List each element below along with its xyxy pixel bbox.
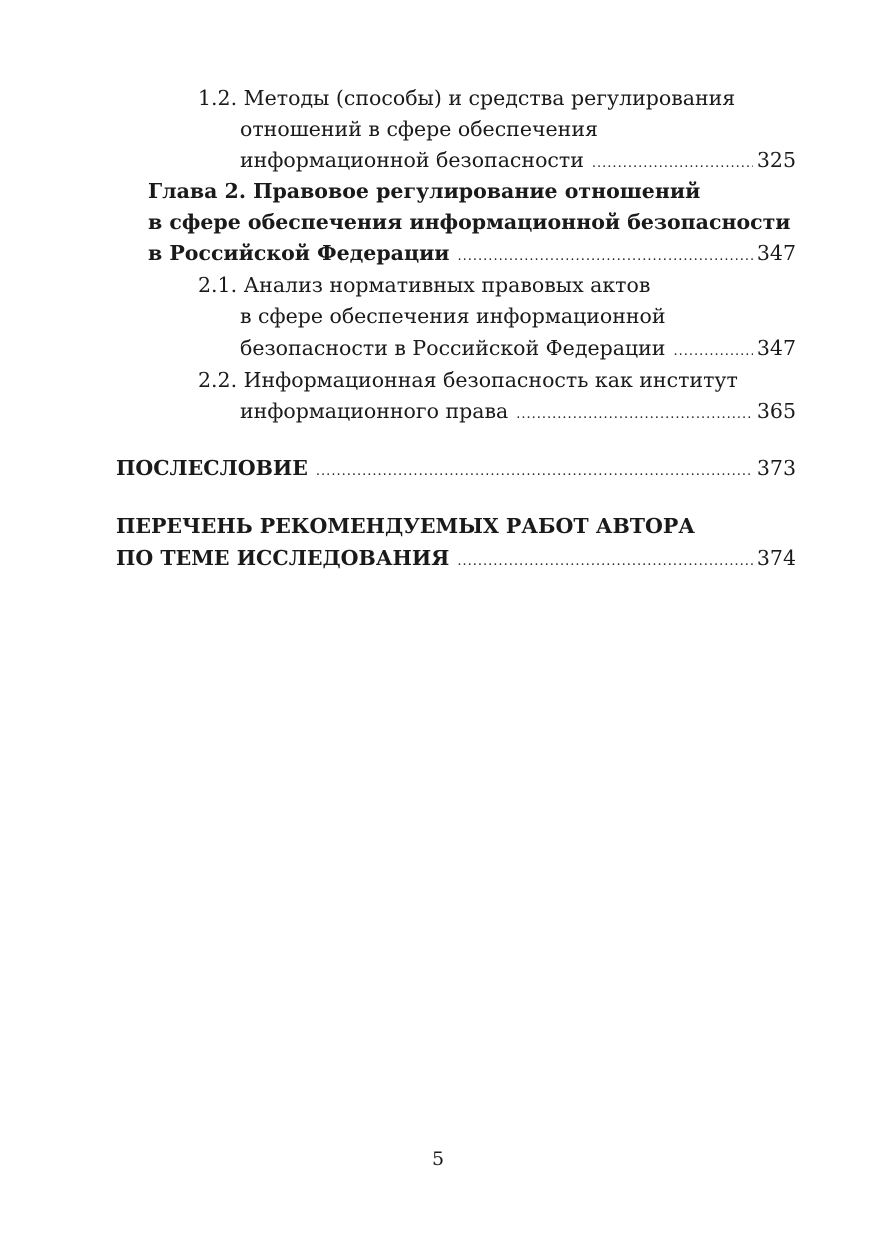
toc-chapter-2-line-1: Глава 2. Правовое регулирование отношений bbox=[148, 179, 701, 203]
toc-item-1-2-final-row[interactable] bbox=[240, 146, 796, 178]
dot-leader bbox=[458, 243, 753, 271]
toc-works-list-final-row[interactable] bbox=[116, 544, 796, 576]
toc-chapter-2-line-2: в сфере обеспечения информационной безопасности bbox=[148, 210, 791, 234]
toc-works-list-page: 374 bbox=[756, 546, 796, 570]
dot-leader bbox=[673, 338, 752, 366]
toc-chapter-2-line-3: в Российской Федерации bbox=[148, 241, 450, 265]
toc-afterword-page: 373 bbox=[756, 456, 796, 480]
toc-item-2-2-line-1: 2.2. Информационная безопасность как институт bbox=[198, 368, 738, 392]
toc-item-1-2-line-3: информационной безопасности bbox=[240, 148, 584, 172]
toc-item-2-2-page: 365 bbox=[756, 399, 796, 423]
toc-item-2-1-line-1: 2.1. Анализ нормативных правовых актов bbox=[198, 273, 651, 297]
toc-item-2-1-line-3: безопасности в Российской Федерации bbox=[240, 336, 666, 360]
dot-leader bbox=[516, 401, 753, 429]
toc-item-2-1-page: 347 bbox=[756, 336, 796, 360]
dot-leader bbox=[457, 548, 752, 576]
toc-chapter-2-final-row[interactable] bbox=[148, 239, 796, 271]
toc-item-1-2-line-1: 1.2. Методы (способы) и средства регулирования bbox=[198, 86, 736, 110]
dot-leader bbox=[316, 458, 753, 486]
page-number: 5 bbox=[431, 1148, 445, 1170]
toc-item-2-1-line-2: в сфере обеспечения информационной bbox=[240, 304, 666, 328]
toc-item-1-2-line-2: отношений в сфере обеспечения bbox=[240, 117, 598, 141]
toc-works-list-line-2: ПО ТЕМЕ ИССЛЕДОВАНИЯ bbox=[116, 546, 450, 570]
toc-chapter-2-page: 347 bbox=[756, 241, 796, 265]
toc-works-list-line-1: ПЕРЕЧЕНЬ РЕКОМЕНДУЕМЫХ РАБОТ АВТОРА bbox=[116, 514, 696, 538]
toc-item-1-2-page: 325 bbox=[756, 148, 796, 172]
toc-afterword-title: ПОСЛЕСЛОВИЕ bbox=[116, 456, 308, 480]
dot-leader bbox=[592, 150, 753, 178]
toc-item-2-1-final-row[interactable] bbox=[240, 334, 796, 366]
toc-item-2-2-final-row[interactable] bbox=[240, 397, 796, 429]
toc-item-2-2-line-2: информационного права bbox=[240, 399, 509, 423]
toc-afterword-row[interactable] bbox=[116, 454, 796, 486]
